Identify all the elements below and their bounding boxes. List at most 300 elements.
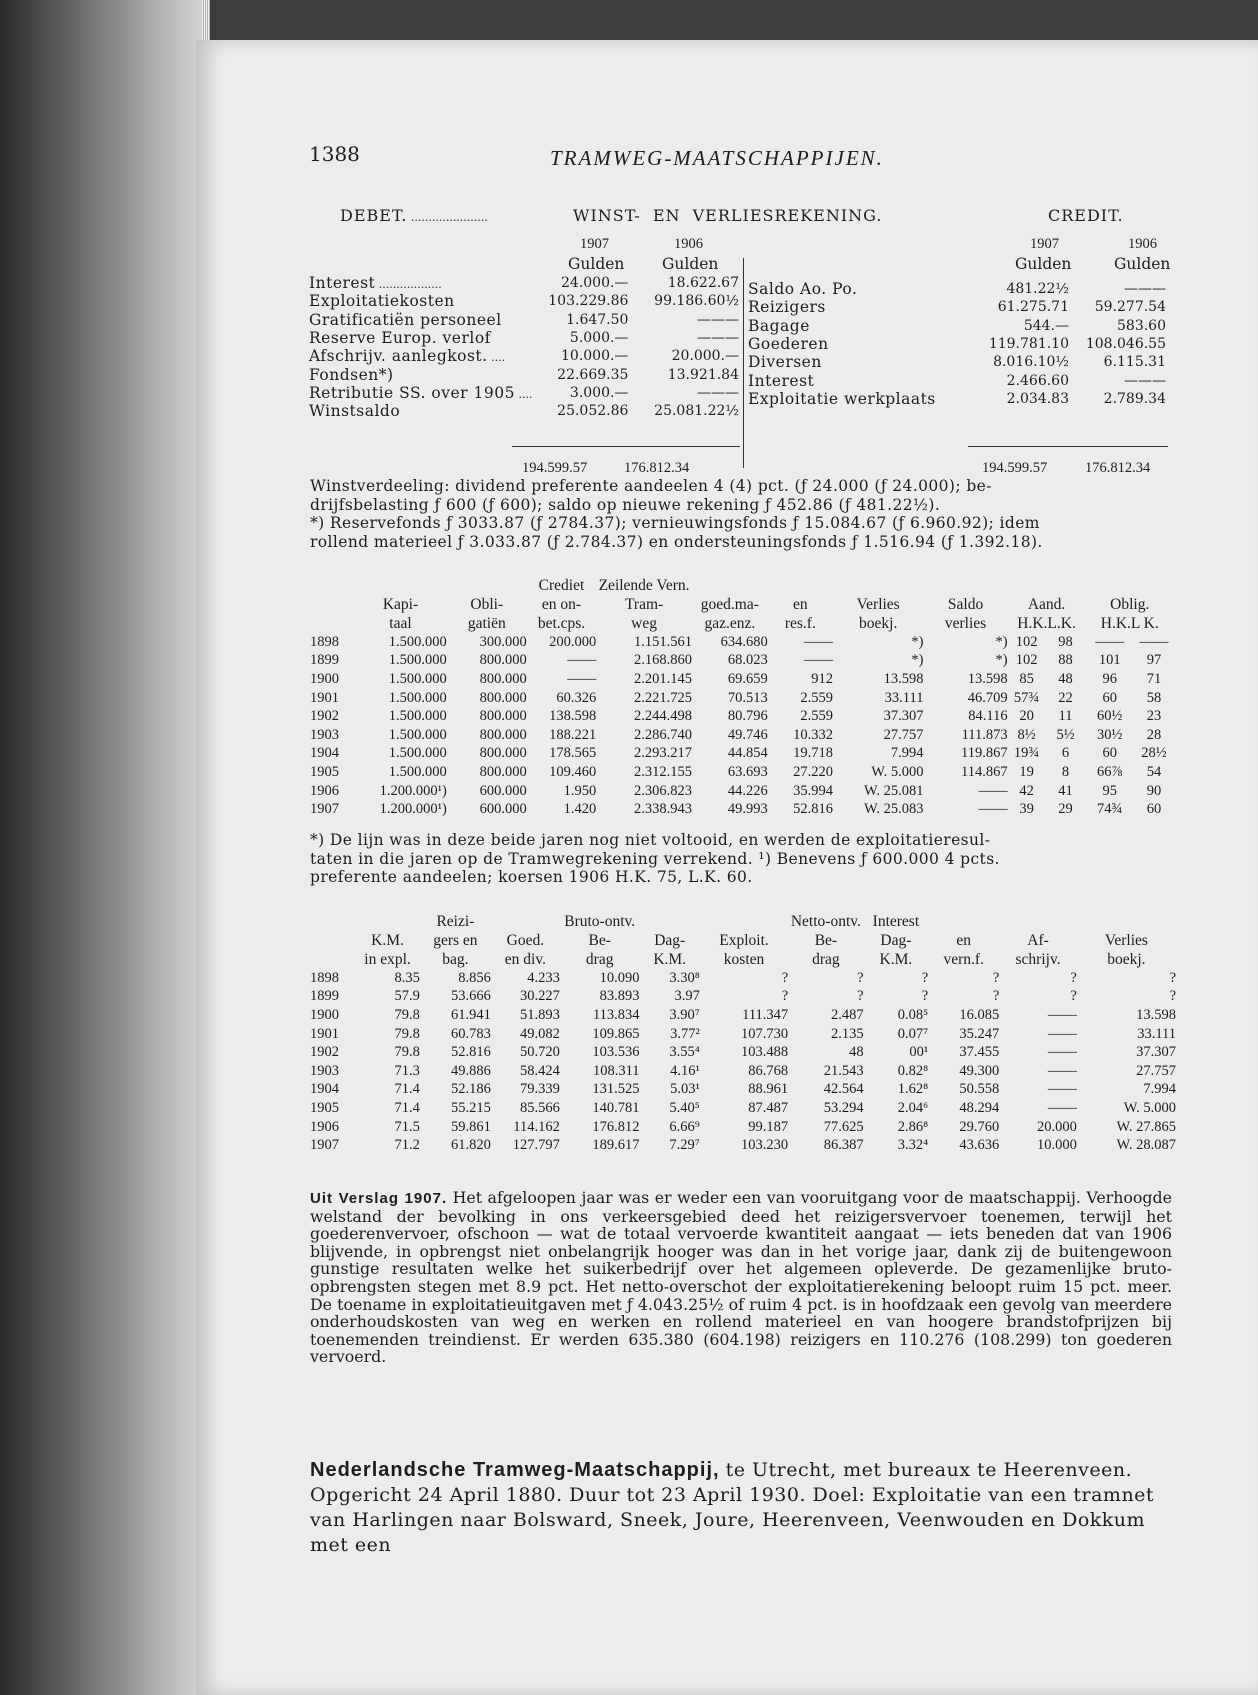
debet-label: Gratificatiën personeel [309,310,502,329]
table-cell: 11 [1058,708,1073,725]
table-cell: 800.000 [479,689,527,706]
table-cell: 44.226 [727,782,768,799]
credit-value-1906: 108.046.55 [1085,336,1166,353]
debet-table [309,274,739,420]
table-cell: 1.500.000 [388,745,447,762]
debet-total-1907: 194.599.57 [522,460,588,476]
table-row [310,1062,1176,1081]
column-header: Af- [1027,931,1049,949]
table-cell: 85.566 [519,1099,560,1116]
table-cell: 49.993 [727,801,768,818]
table-cell: 800.000 [479,708,527,725]
table-cell: 1900 [310,1006,339,1023]
table-cell: 57¾ [1013,689,1040,706]
column-header: boekj. [1107,950,1146,968]
table-cell: —— [1047,1099,1077,1116]
column-header [700,912,788,931]
credit-year-1907: 1907 [1030,236,1059,252]
table-cell: 79.8 [394,1044,420,1061]
verslag-heading: Uit Verslag 1907. [310,1190,448,1207]
table-cell: 49.886 [451,1062,491,1079]
table-row [310,763,1174,782]
table-cell: 1.200.000¹) [379,782,447,799]
table-cell: *) [995,652,1008,669]
column-header: bet.cps. [537,614,586,632]
debet-value-1907: 10.000.— [561,348,629,365]
table-cell: 1.500.000 [388,633,447,650]
table-cell: 59.861 [451,1118,491,1135]
credit-value-1906: 583.60 [1117,317,1166,334]
credit-value-1907: 481.22½ [1006,281,1069,298]
table-row [310,1118,1176,1137]
debet-value-1906: ——— [697,311,739,328]
table-cell: 69.659 [727,670,768,687]
table-cell: 113.834 [592,1006,640,1023]
credit-row [748,353,1166,371]
debet-year-1906: 1906 [674,236,703,252]
debet-label: Winstsaldo [309,402,401,421]
table-cell: *) [995,633,1008,650]
table-cell: *) [911,633,924,650]
table-cell: 7.29⁷ [669,1137,700,1154]
table-cell: 60 [1102,745,1117,762]
column-header: K.M. [653,950,687,968]
table-cell: 2.168.860 [633,652,692,669]
debet-value-1907: 3.000.— [569,384,629,401]
table-cell: 97 [1146,652,1162,669]
note-line: Winstverdeeling: dividend preferente aandeelen 4 (4) pct. (ƒ 24.000 (ƒ 24.000); be- [310,477,992,495]
table-cell: 48.294 [959,1099,1000,1116]
column-header [833,576,924,595]
table-cell: —— [1047,1062,1077,1079]
table-cell: 800.000 [479,726,527,743]
credit-label: Interest [748,371,815,390]
table-cell: 2.487 [830,1006,864,1023]
table-cell: 800.000 [479,652,527,669]
credit-value-1906: ——— [1124,372,1166,389]
table-cell: 10.000 [1036,1137,1077,1154]
credit-label: Reizigers [748,298,826,317]
table-row [310,1099,1176,1118]
debet-value-1906: 25.081.22½ [654,403,739,420]
credit-label: Exploitatie werkplaats [748,389,936,408]
column-header [447,576,527,595]
operations-table [310,912,1176,1155]
column-header: Reizi- [436,912,475,930]
credit-value-1907: 2.466.60 [1006,372,1069,389]
table-cell: 83.893 [599,988,640,1005]
table-cell: 60.326 [556,689,597,706]
table-cell: 49.300 [959,1062,1000,1079]
column-header: Bruto-ontv. [564,912,636,930]
table-cell: ? [992,988,1000,1005]
table-cell: 46.709 [967,689,1008,706]
capital-table [310,576,1174,819]
table-cell: 111.873 [961,726,1008,743]
table-cell: 42 [1019,782,1034,799]
table-cell: 48 [1058,670,1073,687]
column-header: Kapi- [382,595,419,613]
table-cell: 71.4 [394,1099,420,1116]
column-header: Aand. [1027,595,1066,613]
table-cell: 48 [849,1044,864,1061]
table-cell: 2.221.725 [633,689,692,706]
column-header: bag. [442,950,469,968]
table-cell: 95 [1102,782,1117,799]
header-row [310,614,1174,633]
table-cell: 1904 [310,745,339,762]
table-cell: 1898 [310,969,339,986]
table-cell: ? [781,969,789,986]
table-cell: 79.8 [394,1025,420,1042]
credit-unit-1906: Gulden [1114,255,1171,273]
table-cell: 86.387 [823,1137,864,1154]
column-header [768,576,833,595]
table-cell: 79.339 [519,1081,560,1098]
leader-dots: .... [487,351,506,365]
table-cell: W. 5.000 [1123,1099,1176,1116]
table-cell: 6 [1061,745,1070,762]
column-header: kosten [723,950,765,968]
table-cell: 13.598 [967,670,1008,687]
table-cell: 189.617 [592,1137,640,1154]
credit-value-1906: 6.115.31 [1103,354,1166,371]
table-cell: 8.35 [394,969,420,986]
table-cell: —— [567,652,597,669]
debet-value-1906: ——— [697,384,739,401]
column-header: Dag- [880,931,912,949]
table-row [310,1025,1176,1044]
debet-year-1907: 1907 [580,236,609,252]
table-cell: 107.730 [741,1025,789,1042]
debet-row [309,365,739,383]
table-cell: 60½ [1097,708,1123,725]
table-cell: 29.760 [959,1118,1000,1135]
column-header: Interest [872,912,920,930]
credit-value-1907: 2.034.83 [1006,390,1069,407]
credit-table [748,280,1166,408]
table-cell: ? [921,988,929,1005]
column-header: Oblig. [1110,595,1150,613]
table-cell: 600.000 [479,782,527,799]
table-cell: 63.693 [727,763,768,780]
table-cell: W. 25.083 [863,801,924,818]
company-paragraph [310,1458,1172,1558]
debet-total-1906: 176.812.34 [624,460,690,476]
header-row [310,912,1176,931]
table-cell: —— [567,670,597,687]
table-cell: 50.720 [519,1044,560,1061]
table-cell: 634.680 [720,633,768,650]
column-header [310,614,354,633]
table-cell: 20 [1019,708,1034,725]
debet-value-1906: 20.000.— [671,348,739,365]
table-cell: 27.757 [1136,1062,1176,1079]
table-cell: 43.636 [959,1137,1000,1154]
column-header: drag [812,950,840,968]
table-row [310,1081,1176,1100]
table-row [310,689,1174,708]
table-cell: 52.816 [793,801,833,818]
table-cell: 44.854 [727,745,768,762]
table-cell: 77.625 [823,1118,864,1135]
table-cell: 103.488 [741,1044,789,1061]
column-header: en [956,931,972,949]
table-cell: 52.186 [451,1081,491,1098]
debet-value-1907: 5.000.— [569,330,629,347]
table-cell: ? [1070,969,1077,986]
column-header: K.M. [371,931,404,949]
table-cell: 800.000 [479,670,527,687]
table-row [310,988,1176,1007]
table-cell: 29 [1058,801,1073,818]
column-header: vern.f. [943,950,984,968]
table-cell: 22 [1058,689,1073,706]
table-cell: 33.111 [1137,1025,1176,1042]
column-header [640,912,700,931]
table-cell: 109.460 [549,763,597,780]
credit-total-1906: 176.812.34 [1085,460,1151,476]
table-cell: 3.90⁷ [669,1006,700,1023]
table-cell: 51.893 [519,1006,560,1023]
table-cell: 178.565 [549,745,597,762]
note-line: drijfsbelasting ƒ 600 (ƒ 600); saldo op nieuwe rekening ƒ 452.86 (ƒ 481.22½). [310,495,941,514]
table-cell: 42.564 [823,1081,864,1098]
table-cell: 58.424 [519,1062,560,1079]
header-row [310,576,1174,595]
table-cell: 1.200.000¹) [379,801,447,818]
table-cell: 108.311 [592,1062,640,1079]
account-title: WINST- EN VERLIESREKENING. [573,206,883,225]
column-header: drag [585,950,614,968]
table-cell: 1906 [310,782,339,799]
header-row [310,595,1174,614]
table-cell: 19¾ [1013,745,1040,762]
column-header [1077,912,1176,931]
table-cell: 71.4 [394,1081,420,1098]
table-cell: 61.941 [451,1006,491,1023]
credit-value-1906: 2.789.34 [1103,390,1166,407]
table-cell: 37.307 [883,708,924,725]
table-cell: 19 [1019,763,1034,780]
table-cell: 16.085 [959,1006,1000,1023]
table-cell: 300.000 [479,633,527,650]
column-header [310,950,355,969]
debet-value-1906: 18.622.67 [667,275,739,292]
column-header: en [793,595,808,613]
debet-value-1907: 1.647.50 [566,311,629,328]
note-line: *) De lijn was in deze beide jaren nog niet voltooid, en werden de exploitatieresul- [310,831,991,849]
debet-row [309,274,739,292]
table-cell: 66⅞ [1097,763,1123,780]
table-row [310,633,1174,652]
table-cell: 80.796 [727,708,768,725]
column-header: Goed. [506,931,545,949]
table-cell: 1907 [310,1137,339,1154]
credit-label: Saldo Ao. Po. [748,280,858,299]
table-cell: 71.2 [394,1137,420,1154]
table-cell: 1905 [310,763,339,780]
table-cell: 1.500.000 [388,726,447,743]
table-cell: 5½ [1056,726,1075,743]
company-name: Nederlandsche Tramweg-Maatschappij, [310,1459,720,1481]
column-header [1008,576,1086,595]
table-cell: 6.66⁹ [669,1118,700,1135]
account-divider [743,258,744,468]
table-cell: ? [992,969,1000,986]
table-cell: —— [1047,1081,1077,1098]
credit-value-1906: ——— [1124,281,1166,298]
debet-value-1906: 13.921.84 [667,366,739,383]
table-cell: 200.000 [549,633,597,650]
table-cell: 1907 [310,801,339,818]
table-row [310,707,1174,726]
table-cell: —— [978,782,1008,799]
column-header: verlies [944,614,987,632]
table-cell: 8.856 [458,969,491,986]
column-header: Saldo [947,595,984,613]
column-header: K.M. [879,950,913,968]
table-cell: W. 5.000 [871,763,924,780]
table-cell: 8 [1061,763,1070,780]
table-cell: 1.500.000 [388,670,447,687]
debet-label: Reserve Europ. verlof [309,329,491,348]
table-row [310,782,1174,801]
table-cell: 1898 [310,633,339,650]
table-cell: 2.86⁸ [897,1118,929,1135]
table-cell: 85 [1019,670,1034,687]
debet-row [309,292,739,310]
table-cell: 88.961 [748,1081,789,1098]
debet-label: Fondsen*) [309,365,394,384]
column-header [999,912,1077,931]
table-cell: 2.244.498 [633,708,692,725]
leader-dots: .... [514,387,533,401]
table-cell: 37.455 [959,1044,1000,1061]
credit-value-1906: 59.277.54 [1094,299,1166,316]
table-cell: 19.718 [793,745,833,762]
table-cell: 1.151.561 [633,633,692,650]
table-cell: 1.62⁸ [897,1081,929,1098]
table-cell: 138.598 [549,708,597,725]
header-row [310,950,1176,969]
table-cell: ? [1169,988,1176,1005]
table-cell: 4.233 [527,969,560,986]
table-cell: 37.307 [1136,1044,1176,1061]
debet-value-1906: ——— [697,330,739,347]
table-cell: ? [857,969,864,986]
column-header [310,576,354,595]
table-cell: 30.227 [519,988,560,1005]
column-header: en div. [504,950,546,968]
table-cell: 2.559 [800,708,833,725]
table-cell: 1.950 [563,782,597,799]
table-cell: 27.757 [883,726,924,743]
table-cell: 127.797 [512,1137,560,1154]
table-cell: 140.781 [592,1099,640,1116]
table-cell: —— [1047,1025,1077,1042]
table-cell: 27.220 [793,763,833,780]
table-row [310,670,1174,689]
credit-row [748,390,1166,408]
table-cell: 0.08⁵ [897,1006,929,1023]
column-header [355,912,420,931]
table-cell: 1904 [310,1081,339,1098]
debet-row [309,402,739,420]
column-header: gatiën [467,614,506,632]
column-header: Crediet [538,576,585,594]
column-header: taal [389,614,412,632]
table-cell: 1.500.000 [388,689,447,706]
column-header [692,576,768,595]
table-cell: 84.116 [968,708,1008,725]
column-header [354,576,447,595]
table-row [310,1006,1176,1025]
table-cell: 54 [1146,763,1162,780]
table-cell: 600.000 [479,801,527,818]
table-cell: 2.559 [800,689,833,706]
debet-label: DEBET. ...................... [340,206,488,225]
table-cell: 2.286.740 [633,726,692,743]
table-cell: 3.55⁴ [669,1044,700,1061]
table-cell: 68.023 [727,652,768,669]
column-header: Dag- [654,931,686,949]
credit-value-1907: 119.781.10 [988,336,1069,353]
table-cell: 28½ [1141,745,1167,762]
table-cell: 1900 [310,670,339,687]
table-cell: 88 [1058,652,1073,669]
table-cell: —— [1047,1044,1077,1061]
table-cell: 131.525 [592,1081,640,1098]
account-notes [310,477,1043,551]
table-cell: ? [921,969,929,986]
table-cell: 2.306.823 [633,782,692,799]
table-cell: 35.994 [793,782,833,799]
table-cell: 1901 [310,1025,339,1042]
table-cell: 3.30⁸ [669,969,700,986]
column-header: goed.ma- [700,595,759,613]
credit-total-1907: 194.599.57 [982,460,1048,476]
debet-label: Retributie SS. over 1905 .... [309,383,533,402]
table-cell: 103.536 [592,1044,640,1061]
column-header: in expl. [364,950,411,968]
table-cell: 53.294 [823,1099,864,1116]
table-cell: 30½ [1097,726,1123,743]
table-cell: 7.994 [890,745,924,762]
credit-label: CREDIT. [1048,206,1124,225]
table-cell: 1.500.000 [388,708,447,725]
column-header [310,595,354,614]
table-cell: 4.16¹ [670,1062,700,1079]
table-cell: 0.82⁸ [897,1062,929,1079]
table-cell: 5.03¹ [670,1081,700,1098]
credit-row [748,317,1166,335]
table-cell: W. 25.081 [863,782,924,799]
column-header: Zeilende Vern. [598,576,690,594]
credit-year-1906: 1906 [1128,236,1157,252]
table-cell: *) [911,652,924,669]
column-header: H.K.L.K. [1017,614,1076,632]
debet-value-1907: 24.000.— [561,275,629,292]
column-header: boekj. [859,614,898,632]
column-header: schrijv. [1015,950,1061,968]
debet-value-1906: 99.186.60½ [654,293,739,310]
table-row [310,726,1174,745]
table-row [310,800,1174,819]
debet-value-1907: 103.229.86 [548,293,629,310]
credit-label: Goederen [748,335,829,354]
debet-total-rule [512,446,740,447]
